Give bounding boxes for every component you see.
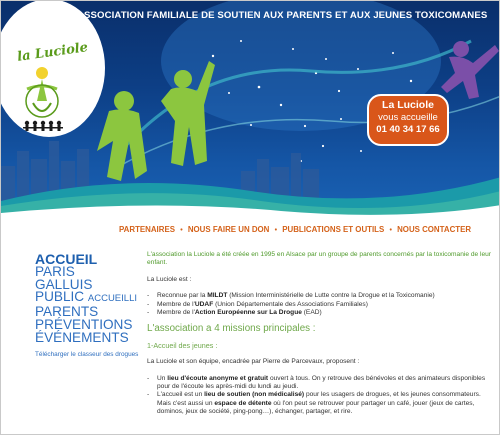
badge-name: La Luciole xyxy=(382,99,434,111)
nav-contact[interactable]: NOUS CONTACTER xyxy=(397,225,472,234)
item-bold: UDAF xyxy=(194,300,214,308)
nav-partenaires[interactable]: PARTENAIRES xyxy=(119,225,175,234)
list-item xyxy=(147,375,493,392)
section-intro: La Luciole et son équipe, encadrée par Pierre de Parcevaux, proposent : xyxy=(147,358,360,366)
item-text: où l'on peut se retrouver pour partager un café, jouer (jeux de cartes, dominos, jeux de société, ping-pong…), échanger, partager, et rire. xyxy=(157,399,475,416)
public-label: PUBLIC xyxy=(35,289,85,305)
nav-publications[interactable]: PUBLICATIONS ET OUTILS xyxy=(282,225,385,234)
logo-wordmark[interactable]: la Luciole xyxy=(16,40,89,65)
sidebar-item-accueil[interactable]: ACCUEIL xyxy=(35,251,98,267)
item-text: Membre de l' xyxy=(157,309,195,317)
nav-separator: • xyxy=(274,227,278,234)
header-banner xyxy=(1,1,500,219)
item-bold: MILDT xyxy=(207,292,228,300)
nav-separator: • xyxy=(389,227,392,234)
public-suffix: ACCUEILLI xyxy=(87,293,137,305)
missions-heading: L'association a 4 missions principales : xyxy=(147,323,316,335)
sidebar-item-paris[interactable]: PARIS xyxy=(35,263,75,279)
item-text: Membre de l' xyxy=(157,300,195,308)
section-heading-accueil-jeunes: 1-Accueil des jeunes : xyxy=(147,340,218,350)
intro-paragraph: L'association la Luciole a été créée en 1995 en Alsace par un groupe de parents concernés par la toxicomanie de leur enfant. xyxy=(147,251,491,267)
download-drugs-binder-link[interactable]: Télécharger le classeur des drogues xyxy=(35,350,139,358)
sidebar-navigation xyxy=(35,253,145,358)
list-item xyxy=(147,292,493,300)
item-text: (Mission Interministérielle de Lutte contre la Drogue et la Toxicomanie) xyxy=(227,292,435,300)
sidebar-item-galluis[interactable]: GALLUIS xyxy=(35,276,93,292)
site-title: ASSOCIATION FAMILIALE DE SOUTIEN AUX PARENTS ET AUX JEUNES TOXICOMANES xyxy=(77,10,488,21)
badge-subtitle: vous accueille xyxy=(378,112,438,123)
membership-label: La Luciole est : xyxy=(147,275,192,283)
item-text: pour les usagers de drogues, et les jeunes consommateurs. Mais c'est aussi un xyxy=(157,391,481,407)
membership-list xyxy=(147,292,493,317)
sidebar-item-preventions[interactable]: PRÉVENTIONS xyxy=(35,316,133,332)
list-item xyxy=(147,301,493,309)
sidebar-item-evenements[interactable]: ÉVÉNEMENTS xyxy=(35,329,129,345)
main-content xyxy=(147,251,493,425)
item-bold: lieu d'écoute anonyme et gratuit xyxy=(167,374,269,382)
badge-phone: 01 40 34 17 66 xyxy=(376,124,440,135)
item-text: Un xyxy=(157,374,168,382)
item-text: Reconnue par la xyxy=(157,292,208,300)
item-text: ouvert à tous. On y retrouve des bénévoles et des animateurs disponibles pour de l'écoute les après-midi du lundi au jeudi. xyxy=(157,374,486,391)
contact-badge[interactable] xyxy=(367,94,449,146)
item-bold: espace de détente xyxy=(214,399,272,407)
item-text: L'accueil est un xyxy=(157,391,205,399)
list-item xyxy=(147,391,493,416)
item-text: (EAD) xyxy=(301,309,322,317)
sidebar-item-parents[interactable]: PARENTS xyxy=(35,304,99,320)
item-bold: Action Européenne sur La Drogue xyxy=(194,309,302,317)
item-bold: lieu de soutien (non médicalisé) xyxy=(204,391,305,399)
firefly-logo-icon xyxy=(15,59,69,137)
list-item xyxy=(147,309,493,317)
item-text: (Union Départementale des Associations Familiales) xyxy=(213,300,368,308)
top-navigation xyxy=(119,225,471,234)
nav-don[interactable]: NOUS FAIRE UN DON xyxy=(187,225,270,234)
nav-separator: • xyxy=(180,227,183,234)
offers-list xyxy=(147,375,493,417)
